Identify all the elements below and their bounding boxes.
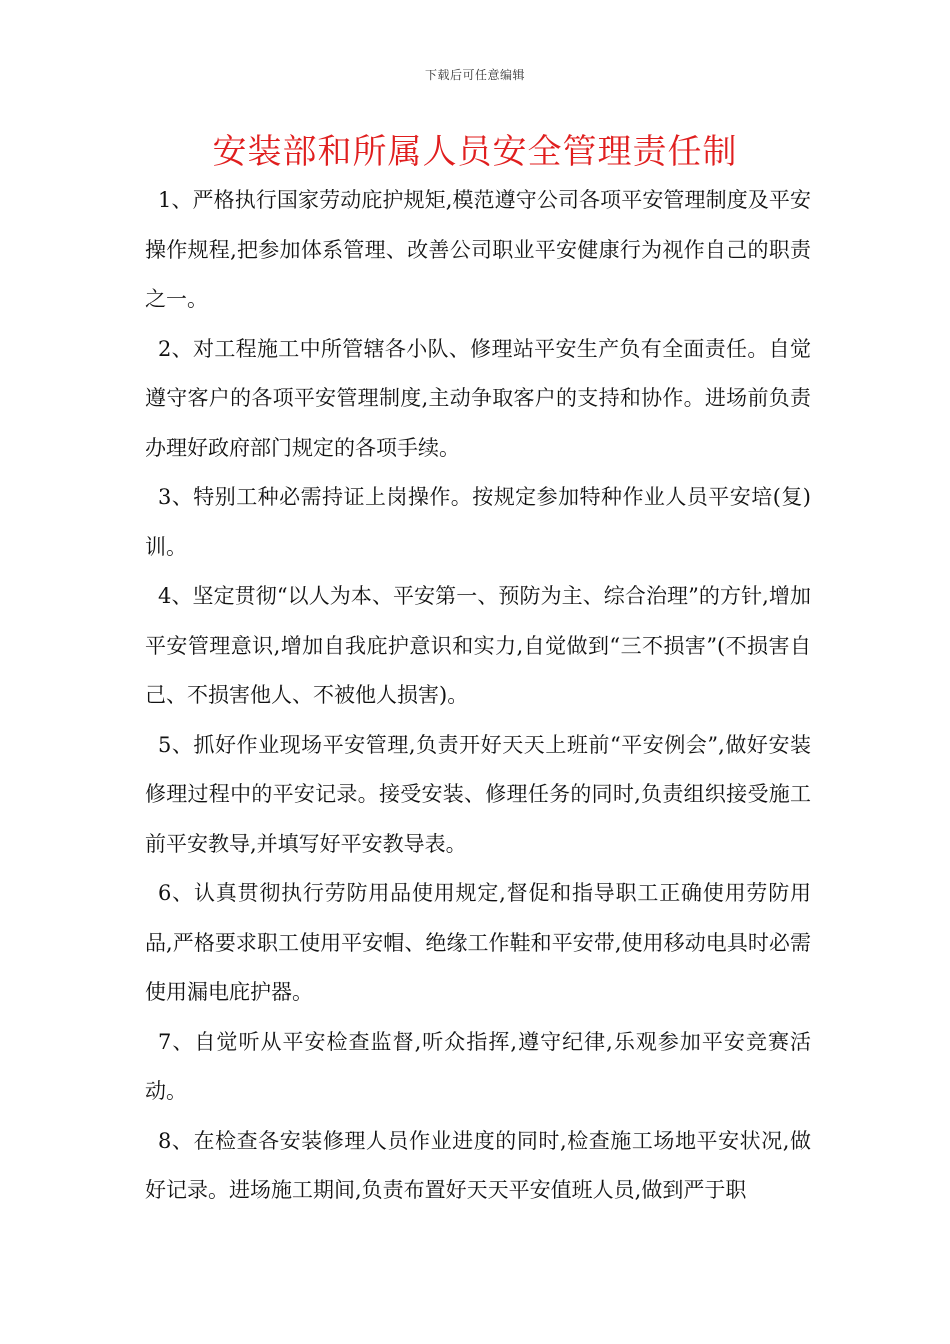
- paragraph-2: 2、对工程施工中所管辖各小队、修理站平安生产负有全面责任。自觉遵守客户的各项平安管理制度,主动争取客户的支持和协作。进场前负责办理好政府部门规定的各项手续。: [145, 336, 811, 460]
- paragraph-7: 7、自觉听从平安检查监督,听众指挥,遵守纪律,乐观参加平安竞赛活动。: [145, 1029, 811, 1103]
- paragraph-4: 4、坚定贯彻“以人为本、平安第一、预防为主、综合治理”的方针,增加平安管理意识,增加自我庇护意识和实力,自觉做到“三不损害”(不损害自己、不损害他人、不被他人损害)。: [145, 584, 811, 707]
- paragraph-6: 6、认真贯彻执行劳防用品使用规定,督促和指导职工正确使用劳防用品,严格要求职工使用平安帽、绝缘工作鞋和平安带,使用移动电具时必需使用漏电庇护器。: [145, 881, 811, 1004]
- paragraph-8: 8、在检查各安装修理人员作业进度的同时,检查施工场地平安状况,做好记录。进场施工期间,负责布置好天天平安值班人员,做到严于职: [145, 1128, 811, 1202]
- document-body: [145, 176, 811, 1216]
- header-note: 下载后可任意编辑: [424, 68, 525, 82]
- paragraph-3: 3、特别工种必需持证上岗操作。按规定参加特种作业人员平安培(复)训。: [145, 485, 811, 559]
- paragraph-1: 1、严格执行国家劳动庇护规矩,模范遵守公司各项平安管理制度及平安操作规程,把参加体系管理、改善公司职业平安健康行为视作自己的职责之一。: [145, 188, 811, 311]
- paragraph-5: 5、抓好作业现场平安管理,负责开好天天上班前“平安例会”,做好安装修理过程中的平安记录。接受安装、修理任务的同时,负责组织接受施工前平安教导,并填写好平安教导表。: [145, 732, 811, 856]
- document-title: 安装部和所属人员安全管理责任制: [212, 132, 738, 172]
